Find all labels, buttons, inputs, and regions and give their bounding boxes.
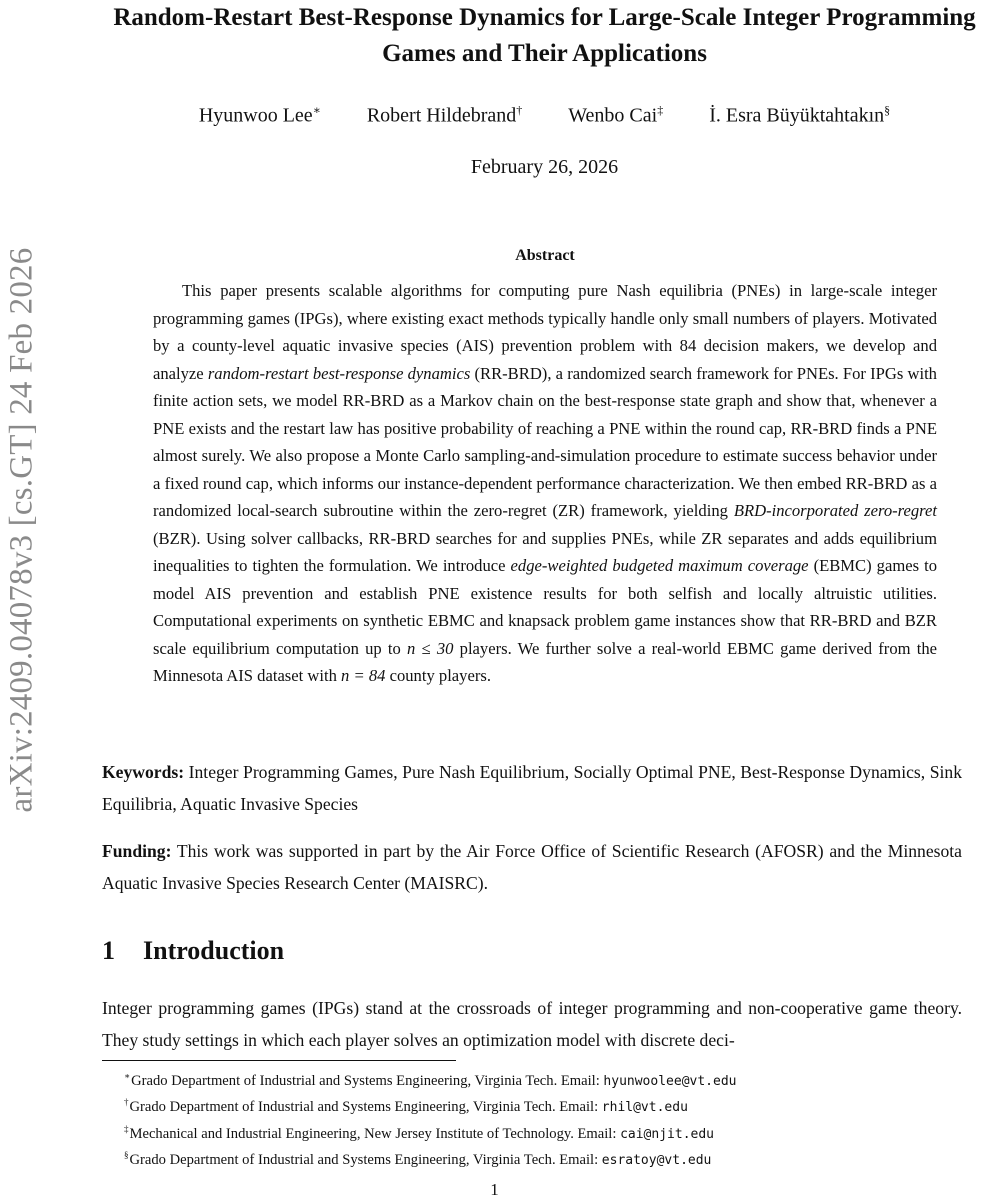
- publication-date: February 26, 2026: [470, 156, 619, 178]
- author-2-mark: †: [516, 103, 523, 117]
- author-4-name: İ. Esra Büyüktahtakın: [709, 104, 885, 127]
- abstract-emphasis-3: edge-weighted budgeted maximum coverage: [510, 556, 809, 575]
- funding-paragraph: [102, 836, 962, 899]
- footnote-1-email[interactable]: hyunwoolee@vt.edu: [603, 1073, 737, 1089]
- author-2: [367, 103, 522, 128]
- abstract-text-1: This paper presents scalable algorithms for computing pure Nash equilibria (PNEs) in large-scale integer programming games (IPGs), where existing exact methods typically handle only small numbers of players. Motivated by a county-level aquatic invasive species (AIS) prevention problem with 84 decision makers, we develop and analyze: [153, 281, 937, 383]
- author-3-mark: ‡: [657, 103, 664, 117]
- author-3: [568, 103, 663, 128]
- arxiv-identifier-text: arXiv:2409.04078v3 [cs.GT] 24 Feb 2026: [3, 247, 40, 813]
- page-number: 1: [490, 1180, 499, 1199]
- funding-text: This work was supported in part by the Air Force Office of Scientific Research (AFOSR) and the Minnesota Aquatic Invasive Species Research Center (MAISRC).: [102, 841, 962, 893]
- footnote-3: [124, 1119, 954, 1145]
- author-1-mark: ∗: [312, 103, 321, 117]
- author-4-mark: §: [884, 103, 891, 117]
- abstract-text-6: county players.: [385, 666, 491, 685]
- footnote-1-mark: ∗: [124, 1071, 131, 1081]
- arxiv-identifier-stamp: [0, 200, 44, 860]
- footnote-1-text: Grado Department of Industrial and Systems Engineering, Virginia Tech. Email:: [131, 1072, 604, 1089]
- abstract-body: [153, 277, 937, 690]
- keywords-paragraph: [102, 757, 962, 820]
- footnote-2-email[interactable]: rhil@vt.edu: [601, 1100, 688, 1116]
- section-title: Introduction: [143, 936, 285, 965]
- footnote-3-mark: ‡: [124, 1123, 129, 1134]
- footnote-4: [124, 1145, 954, 1171]
- abstract-emphasis-2: BRD-incorporated zero-regret: [733, 501, 937, 520]
- footnote-2-mark: †: [124, 1097, 129, 1108]
- author-1-name: Hyunwoo Lee: [198, 104, 313, 127]
- section-number: 1: [102, 936, 115, 965]
- abstract-emphasis-1: random-restart best-response dynamics: [207, 363, 471, 383]
- section-heading: [102, 936, 284, 966]
- footnote-2: [124, 1092, 954, 1118]
- introduction-paragraph: Integer programming games (IPGs) stand at the crossroads of integer programming and non-cooperative game theory. They study settings in which each player solves an optimization model with discrete deci-: [102, 998, 962, 1050]
- footnote-4-text: Grado Department of Industrial and Systems Engineering, Virginia Tech. Email:: [129, 1151, 602, 1168]
- paper-title: Random-Restart Best-Response Dynamics for Large-Scale Integer Programming Games and Their Applications: [113, 4, 976, 67]
- footnote-1: [124, 1066, 954, 1092]
- footnote-3-text: Mechanical and Industrial Engineering, New Jersey Institute of Technology. Email:: [129, 1125, 621, 1142]
- footnote-2-text: Grado Department of Industrial and Systems Engineering, Virginia Tech. Email:: [129, 1099, 602, 1116]
- footnote-3-email[interactable]: cai@njit.edu: [620, 1126, 714, 1142]
- funding-label: Funding:: [102, 841, 172, 861]
- abstract-text-4: (EBMC) games to model AIS prevention and establish PNE existence results for both selfish and locally altruistic utilities. Computational experiments on synthetic EBMC and knapsack problem game instances show that RR-BRD and BZR scale equilibrium computation up to: [153, 556, 938, 658]
- keywords-text: Integer Programming Games, Pure Nash Equilibrium, Socially Optimal PNE, Best-Response Dynamics, Sink Equilibria, Aquatic Invasive Species: [102, 762, 962, 814]
- author-3-name: Wenbo Cai: [568, 104, 658, 127]
- author-list: [100, 103, 989, 128]
- footnote-list: [124, 1066, 954, 1171]
- abstract-text-5: players. We further solve a real-world EBMC game derived from the Minnesota AIS dataset with: [153, 638, 937, 685]
- keywords-label: Keywords:: [102, 762, 185, 782]
- abstract-text-2: (RR-BRD), a randomized search framework for PNEs. For IPGs with finite action sets, we model RR-BRD as a Markov chain on the best-response state graph and show that, whenever a PNE exists and the restart law has positive probability of reaching a PNE within the round cap, RR-BRD finds a PNE almost surely. We also propose a Monte Carlo sampling-and-simulation procedure to estimate success behavior under a fixed round cap, which informs our instance-dependent performance characterization. We then embed RR-BRD as a randomized local-search subroutine within the zero-regret (ZR) framework, yielding: [153, 363, 937, 520]
- author-1: [199, 103, 321, 128]
- author-4: [709, 103, 890, 128]
- abstract-math-2: n = 84: [341, 666, 386, 685]
- footnote-divider: [102, 1060, 456, 1061]
- abstract-text-3: (BZR). Using solver callbacks, RR-BRD searches for and supplies PNEs, while ZR separates and adds equilibrium inequalities to tighten the formulation. We introduce: [153, 528, 937, 575]
- footnote-4-email[interactable]: esratoy@vt.edu: [601, 1152, 712, 1168]
- abstract-heading: Abstract: [515, 247, 575, 264]
- author-2-name: Robert Hildebrand: [366, 104, 517, 127]
- abstract-math-1: n ≤ 30: [407, 638, 454, 658]
- footnote-4-mark: §: [124, 1150, 129, 1161]
